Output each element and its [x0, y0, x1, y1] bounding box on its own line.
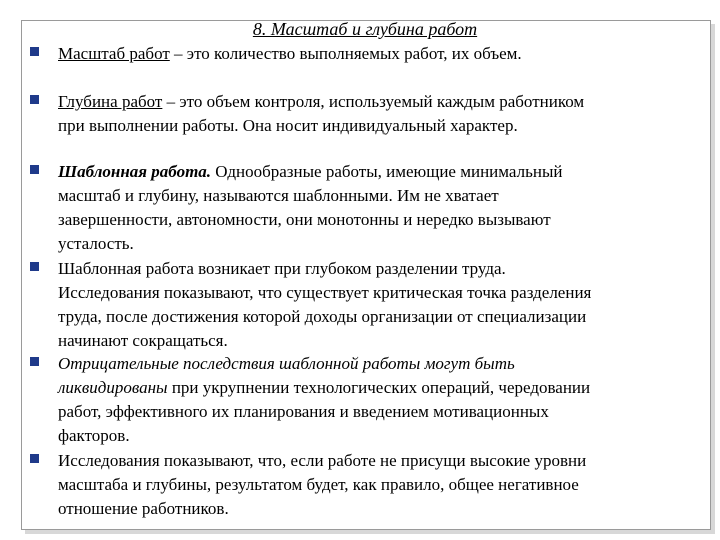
text-line: [58, 90, 584, 114]
text-line: отношение работников.: [58, 499, 229, 518]
text-line: масштаба и глубины, результатом будет, как правило, общее негативное: [58, 475, 579, 494]
square-bullet-icon: [30, 165, 39, 174]
bullet-text: [58, 352, 590, 448]
square-bullet-icon: [30, 454, 39, 463]
slide-title: 8. Масштаб и глубина работ: [252, 19, 478, 39]
plain-fragment: при укрупнении технологических операций, чередовании: [171, 378, 591, 397]
text-line: при выполнении работы. Она носит индивидуальный характер.: [58, 116, 518, 135]
bullet-text: [58, 42, 522, 66]
term-template-work: Шаблонная работа.: [58, 162, 212, 181]
bullet-text: [58, 257, 591, 353]
bullet-text: [58, 160, 562, 256]
square-bullet-icon: [30, 357, 39, 366]
text-line: Отрицательные последствия шаблонной работы могут быть: [58, 354, 515, 373]
text-line: [58, 42, 522, 66]
square-bullet-icon: [30, 95, 39, 104]
text-line: [58, 376, 590, 400]
text-line: Шаблонная работа возникает при глубоком разделении труда.: [58, 259, 506, 278]
bullet-text: [58, 90, 584, 138]
italic-fragment: ликвидированы: [58, 378, 168, 397]
text-line: [58, 160, 562, 184]
text-line: завершенности, автономности, они монотонны и нередко вызывают: [58, 210, 551, 229]
term-depth: Глубина работ: [58, 92, 163, 111]
text-line: Исследования показывают, что существует критическая точка разделения: [58, 283, 592, 302]
definition-template-work: Однообразные работы, имеющие минимальный: [215, 162, 563, 181]
text-line: труда, после достижения которой доходы организации от специализации: [58, 307, 587, 326]
square-bullet-icon: [30, 47, 39, 56]
text-line: начинают сокращаться.: [58, 331, 228, 350]
text-line: работ, эффективного их планирования и введением мотивационных: [58, 402, 549, 421]
term-scale: Масштаб работ: [58, 44, 170, 63]
text-line: масштаб и глубину, называются шаблонными. Им не хватает: [58, 186, 499, 205]
square-bullet-icon: [30, 262, 39, 271]
text-line: усталость.: [58, 234, 134, 253]
text-line: Исследования показывают, что, если работе не присущи высокие уровни: [58, 451, 587, 470]
definition-depth: – это объем контроля, используемый каждым работником: [166, 92, 585, 111]
bullet-text: [58, 449, 586, 521]
text-line: факторов.: [58, 426, 130, 445]
definition-scale: – это количество выполняемых работ, их объем.: [174, 44, 522, 63]
